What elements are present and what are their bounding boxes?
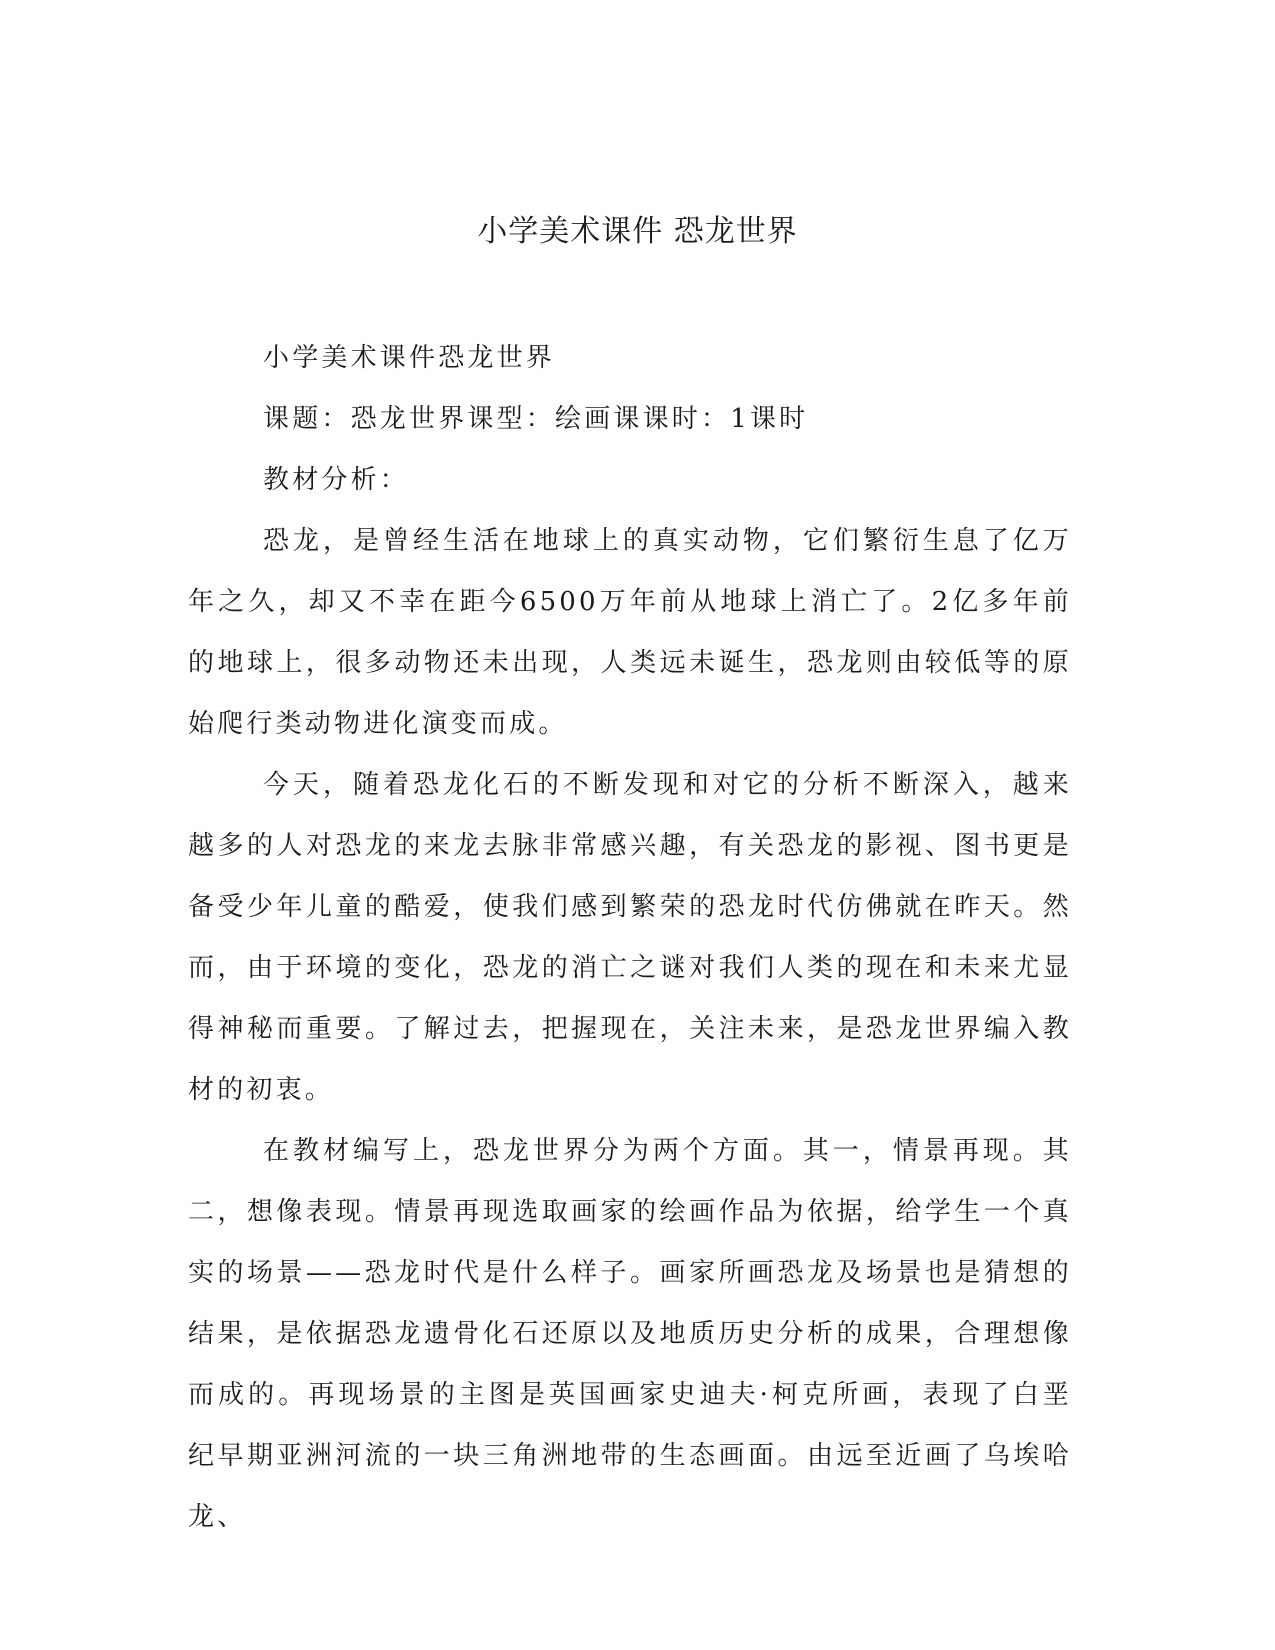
paragraph-body: 恐龙，是曾经生活在地球上的真实动物，它们繁衍生息了亿万年之久，却又不幸在距今6500万年前从地球上消亡了。2亿多年前的地球上，很多动物还未出现，人类远未诞生，恐龙则由较低等的原始爬行类动物进化演变而成。 bbox=[188, 526, 1072, 739]
paragraph-lesson-info: 课题：恐龙世界课型：绘画课课时：1课时 bbox=[263, 404, 809, 434]
paragraph-subtitle: 小学美术课件恐龙世界 bbox=[263, 343, 556, 373]
paragraph-body: 在教材编写上，恐龙世界分为两个方面。其一，情景再现。其二，想像表现。情景再现选取画家的绘画作品为依据，给学生一个真实的场景——恐龙时代是什么样子。画家所画恐龙及场景也是猜想的结果，是依据恐龙遗骨化石还原以及地质历史分析的成果，合理想像而成的。再现场景的主图是英国画家史迪夫·柯克所画，表现了白垩纪早期亚洲河流的一块三角洲地带的生态画面。由远至近画了乌埃哈龙、 bbox=[188, 1136, 1072, 1532]
paragraph-section-heading: 教材分析： bbox=[263, 465, 410, 495]
document-title: 小学美术课件 恐龙世界 bbox=[477, 214, 798, 249]
paragraph-body: 今天，随着恐龙化石的不断发现和对它的分析不断深入，越来越多的人对恐龙的来龙去脉非常感兴趣，有关恐龙的影视、图书更是备受少年儿童的酷爱，使我们感到繁荣的恐龙时代仿佛就在昨天。然而，由于环境的变化，恐龙的消亡之谜对我们人类的现在和未来尤显得神秘而重要。了解过去，把握现在，关注未来，是恐龙世界编入教材的初衷。 bbox=[188, 770, 1072, 1105]
document-body bbox=[188, 328, 1072, 1548]
